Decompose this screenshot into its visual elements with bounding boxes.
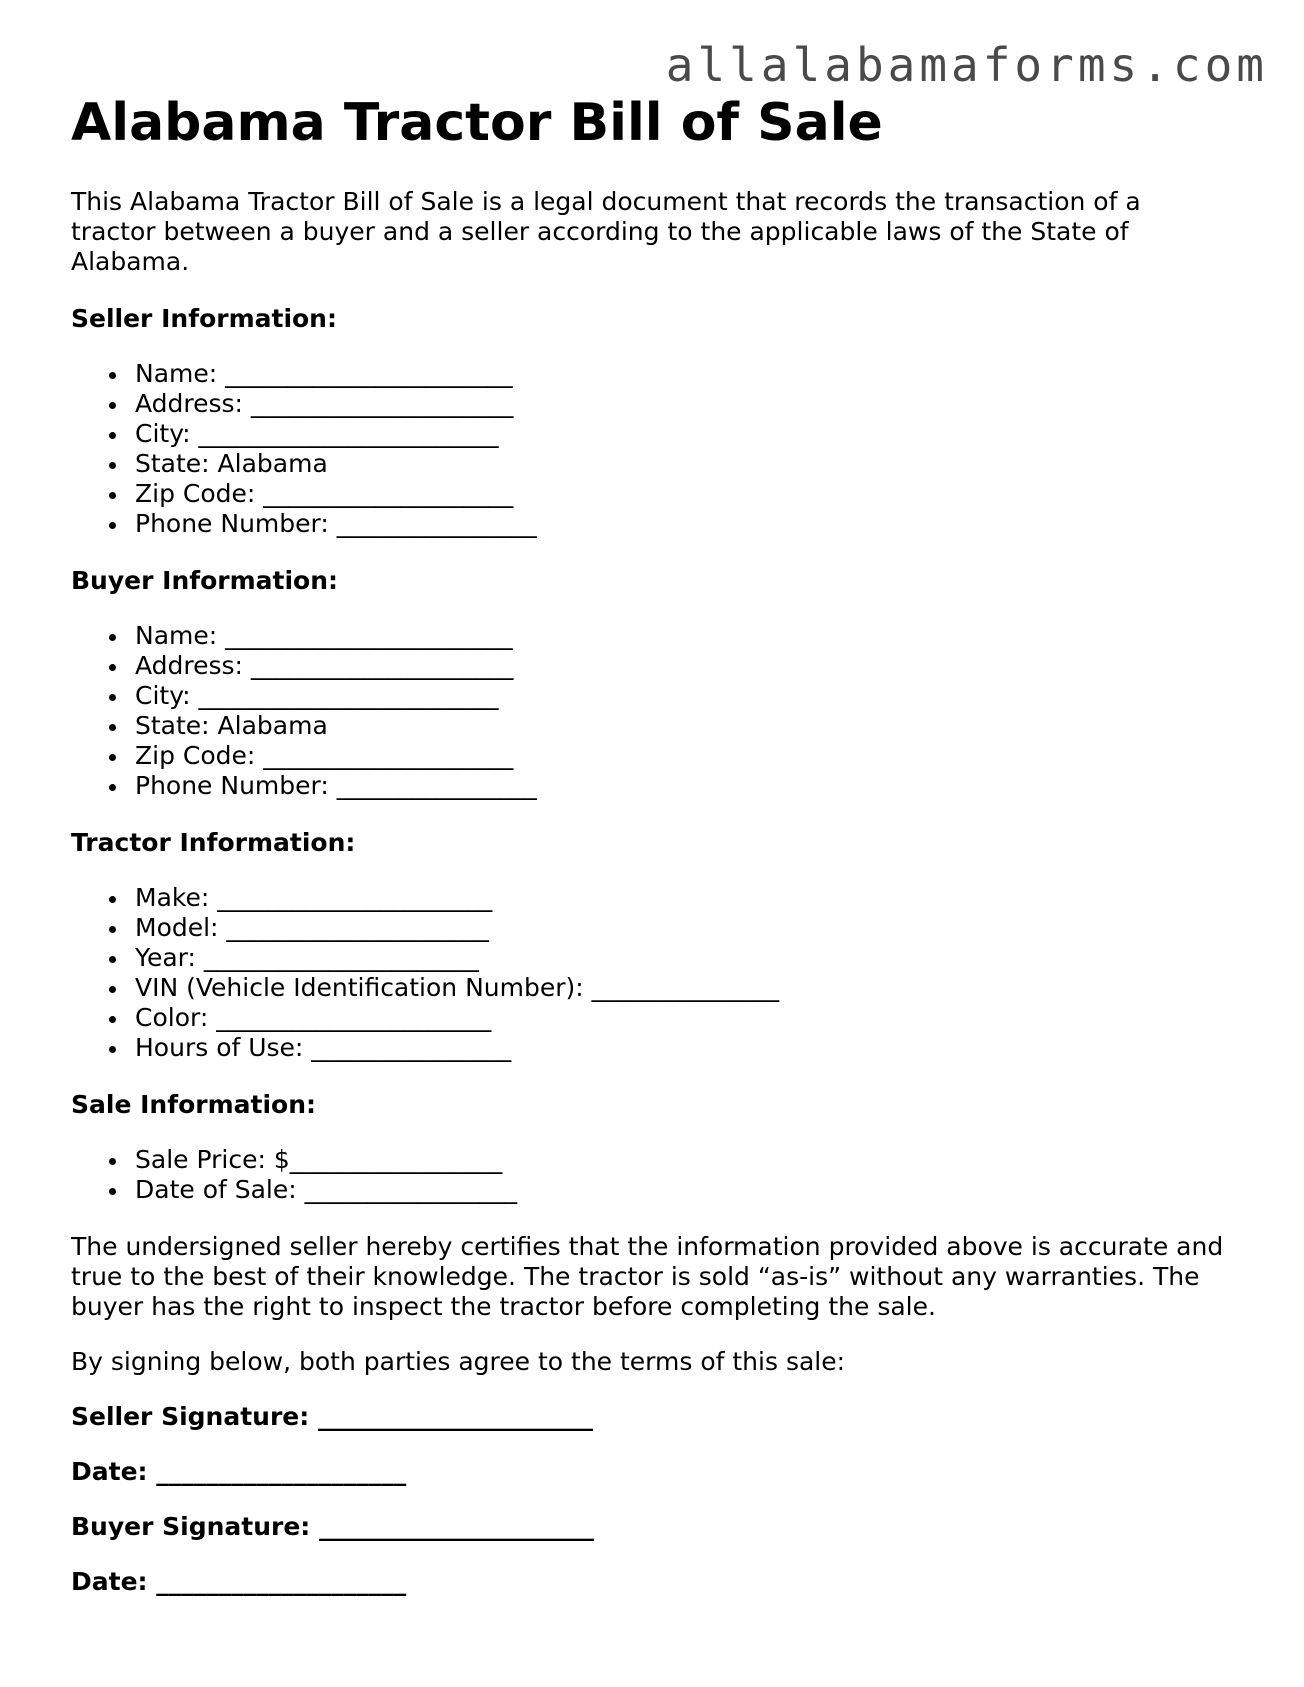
certification-paragraph: The undersigned seller hereby certifies that the information provided above is accurate and true to the best of their knowledge. The tractor is sold “as-is” without any warranties. The buyer has the right to inspect the tractor before completing the sale. [71, 1232, 1224, 1321]
buyer-address-field[interactable]: Address: _____________________ [71, 651, 1231, 681]
seller-address-field[interactable]: Address: _____________________ [71, 389, 1231, 419]
sale-section-heading: Sale Information: [71, 1090, 316, 1119]
buyer-city-field[interactable]: City: ________________________ [71, 681, 1231, 711]
sale-price-field[interactable]: Sale Price: $_________________ [71, 1145, 1231, 1175]
tractor-info-list [71, 883, 1231, 1063]
tractor-hours-field[interactable]: Hours of Use: ________________ [71, 1033, 1231, 1063]
tractor-year-field[interactable]: Year: ______________________ [71, 943, 1231, 973]
sale-info-list [71, 1145, 1231, 1205]
seller-city-field[interactable]: City: ________________________ [71, 419, 1231, 449]
buyer-state-field: State: Alabama [71, 711, 1231, 741]
seller-name-field[interactable]: Name: _______________________ [71, 359, 1231, 389]
buyer-zip-field[interactable]: Zip Code: ____________________ [71, 741, 1231, 771]
tractor-color-field[interactable]: Color: ______________________ [71, 1003, 1231, 1033]
seller-info-list [71, 359, 1231, 539]
tractor-model-field[interactable]: Model: _____________________ [71, 913, 1231, 943]
sale-date-field[interactable]: Date of Sale: _________________ [71, 1175, 1231, 1205]
document-title: Alabama Tractor Bill of Sale [71, 93, 883, 153]
buyer-date-field[interactable]: Date: ____________________ [71, 1567, 407, 1596]
intro-paragraph: This Alabama Tractor Bill of Sale is a legal document that records the transaction of a tractor between a buyer and a seller according to the applicable laws of the State of Alabama. [71, 187, 1141, 276]
tractor-vin-field[interactable]: VIN (Vehicle Identification Number): _______________ [71, 973, 1231, 1003]
buyer-phone-field[interactable]: Phone Number: ________________ [71, 771, 1231, 801]
seller-date-field[interactable]: Date: ____________________ [71, 1457, 407, 1486]
buyer-section-heading: Buyer Information: [71, 566, 339, 595]
buyer-name-field[interactable]: Name: _______________________ [71, 621, 1231, 651]
seller-section-heading: Seller Information: [71, 304, 337, 333]
document-page [71, 92, 1231, 1597]
seller-state-field: State: Alabama [71, 449, 1231, 479]
seller-signature-field[interactable]: Seller Signature: ______________________ [71, 1402, 593, 1431]
buyer-info-list [71, 621, 1231, 801]
site-watermark: allalabamaforms.com [665, 38, 1268, 92]
buyer-signature-field[interactable]: Buyer Signature: ______________________ [71, 1512, 595, 1541]
seller-phone-field[interactable]: Phone Number: ________________ [71, 509, 1231, 539]
seller-zip-field[interactable]: Zip Code: ____________________ [71, 479, 1231, 509]
agreement-paragraph: By signing below, both parties agree to the terms of this sale: [71, 1347, 846, 1376]
tractor-make-field[interactable]: Make: ______________________ [71, 883, 1231, 913]
tractor-section-heading: Tractor Information: [71, 828, 356, 857]
